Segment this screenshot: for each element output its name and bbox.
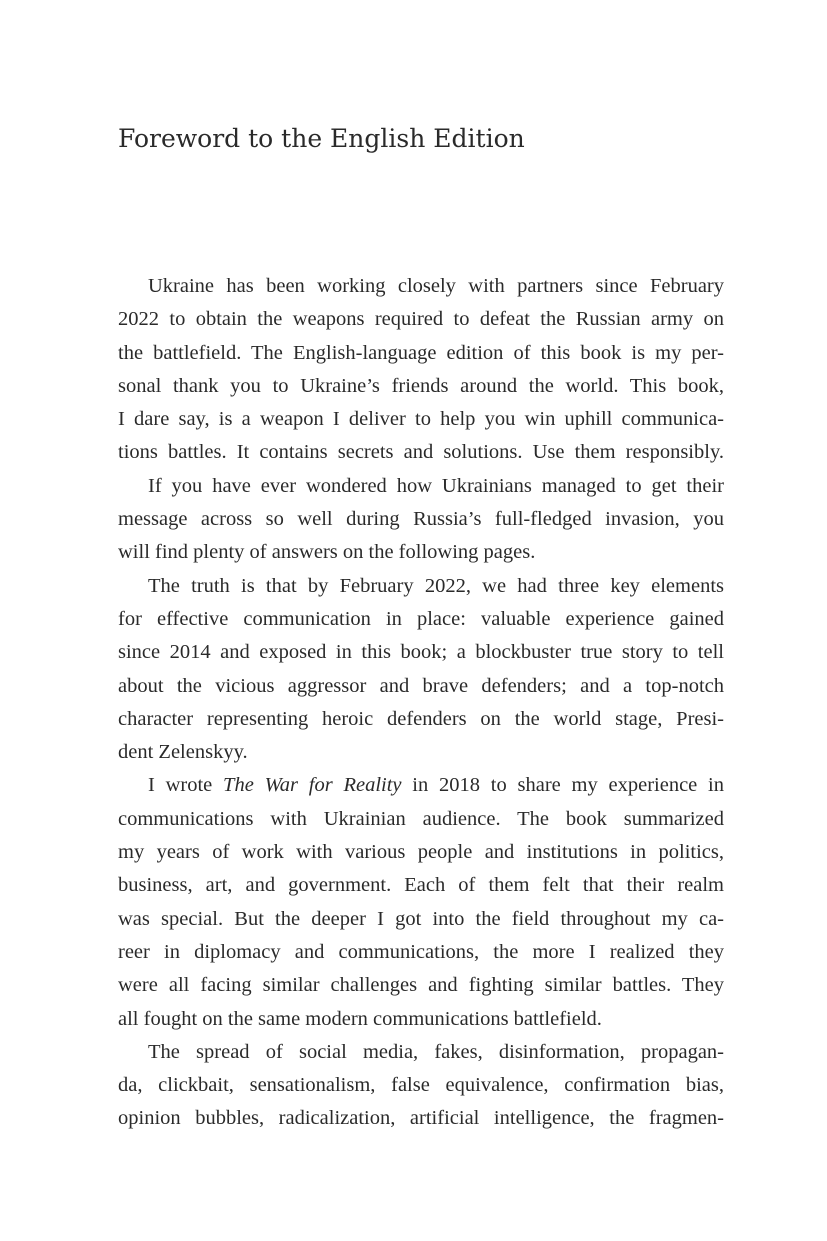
text-line: message across so well during Russia’s full-fledged invasion, you	[118, 508, 724, 531]
paragraph-3	[118, 570, 724, 770]
text-line: business, art, and government. Each of them felt that their realm	[118, 874, 724, 897]
text-run: I wrote	[148, 774, 224, 797]
text-run: in 2018 to share my experience in	[401, 774, 724, 797]
paragraph-4	[118, 769, 724, 1035]
text-line: The truth is that by February 2022, we had three key elements	[148, 574, 724, 597]
paragraph-2	[118, 470, 724, 570]
paragraph-1	[118, 270, 724, 470]
text-line: 2022 to obtain the weapons required to defeat the Russian army on	[118, 308, 724, 331]
text-line: were all facing similar challenges and fighting similar battles. They	[118, 974, 724, 997]
text-line: If you have ever wondered how Ukrainians managed to get their	[148, 474, 724, 497]
text-line: The spread of social media, fakes, disinformation, propagan-	[148, 1040, 724, 1063]
text-line: the battlefield. The English-language edition of this book is my per-	[118, 341, 724, 364]
text-line: will find plenty of answers on the following pages.	[118, 541, 536, 564]
text-line: reer in diplomacy and communications, the more I realized they	[118, 940, 724, 963]
text-line: since 2014 and exposed in this book; a blockbuster true story to tell	[118, 641, 724, 664]
text-line: communications with Ukrainian audience. The book summarized	[118, 807, 724, 830]
text-line: was special. But the deeper I got into the field throughout my ca-	[118, 907, 724, 930]
text-line: my years of work with various people and institutions in politics,	[118, 841, 724, 864]
text-line: da, clickbait, sensationalism, false equivalence, confirmation bias,	[118, 1074, 724, 1097]
text-line: I dare say, is a weapon I deliver to help you win uphill communica-	[118, 408, 724, 431]
chapter-body	[118, 270, 724, 1136]
text-line: tions battles. It contains secrets and solutions. Use them responsibly.	[118, 441, 724, 464]
paragraph-5	[118, 1036, 724, 1136]
text-line: Ukraine has been working closely with partners since February	[148, 275, 724, 297]
text-line: dent Zelenskyy.	[118, 741, 248, 764]
text-line: character representing heroic defenders on the world stage, Presi-	[118, 707, 724, 730]
text-line: for effective communication in place: valuable experience gained	[118, 607, 724, 630]
text-line: about the vicious aggressor and brave defenders; and a top-notch	[118, 674, 724, 697]
text-line-with-book-title	[118, 769, 724, 802]
book-title-italic: The War for Reality	[223, 774, 402, 797]
chapter-title: Foreword to the English Edition	[118, 124, 525, 153]
text-line: opinion bubbles, radicalization, artificial intelligence, the fragmen-	[118, 1107, 724, 1130]
text-line: all fought on the same modern communications battlefield.	[118, 1007, 602, 1030]
text-line: sonal thank you to Ukraine’s friends around the world. This book,	[118, 374, 724, 397]
